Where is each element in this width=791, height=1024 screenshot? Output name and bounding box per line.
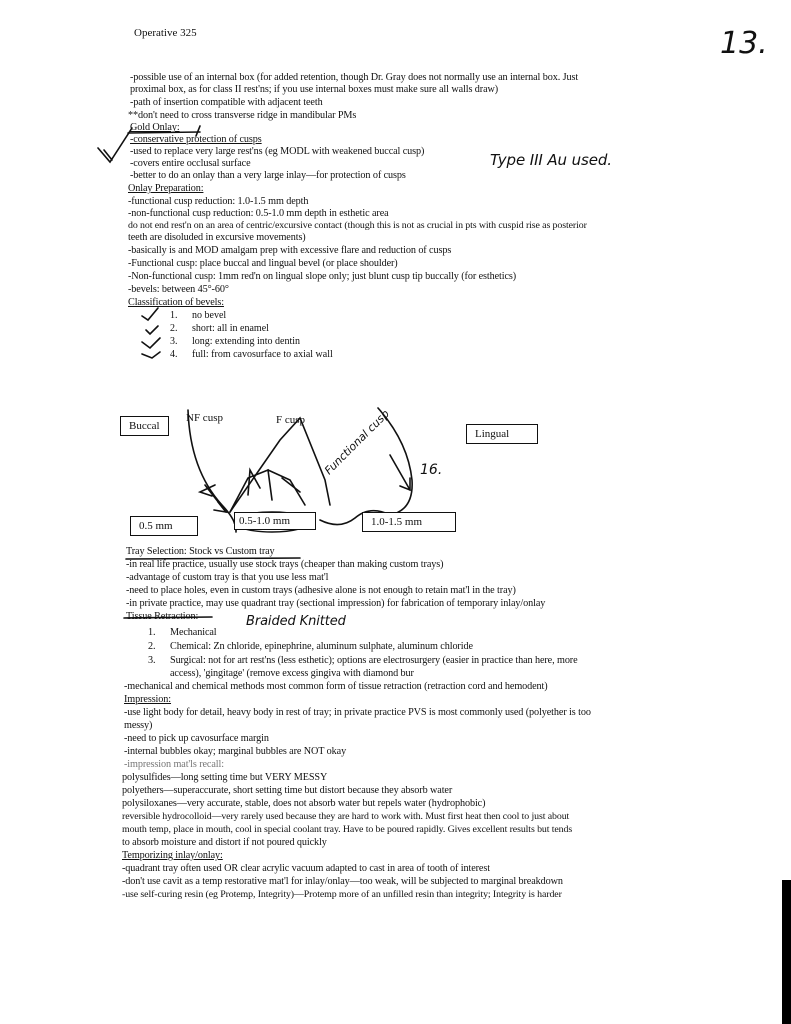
check-mark	[146, 326, 158, 334]
text-line: -in real life practice, usually use stock trays (cheaper than making custom trays)	[126, 559, 444, 570]
text-line: polyethers—superaccurate, short setting time but distort because they absorb water	[122, 785, 453, 796]
text-line: -covers entire occlusal surface	[130, 158, 251, 169]
list-item: 2. short: all in enamel	[170, 323, 269, 334]
text-line: -functional cusp reduction: 1.0-1.5 mm depth	[128, 196, 309, 207]
check-mark	[98, 128, 132, 162]
tray-heading: Tray Selection: Stock vs Custom tray	[126, 546, 275, 557]
measure-0-5: 0.5 mm	[130, 516, 198, 536]
text-line: -in private practice, may use quadrant tray (sectional impression) for fabrication of temporary inlay/onlay	[126, 598, 546, 609]
tissue-heading: Tissue Retraction:	[126, 611, 199, 622]
lingual-label: Lingual	[466, 424, 538, 444]
impression-heading: Impression:	[124, 694, 172, 705]
text-line: teeth are disoluded in excursive movements)	[128, 232, 306, 243]
text-line: reversible hydrocolloid—very rarely used because they are hard to work with. Must first heat then cool to just about	[122, 811, 570, 822]
text-line: -better to do an onlay than a very large inlay—for protection of cusps	[130, 170, 406, 181]
text-line: -use self-curing resin (eg Protemp, Integrity)—Protemp more of an unfilled resin than integrity; Integrity is harder	[122, 889, 562, 900]
text-line-faded: -impression mat'ls recall:	[124, 759, 224, 770]
text-line: do not end rest'n on an area of centric/excursive contact (though this is not as crucial in pts with cuspid rise as posterior	[128, 220, 587, 231]
text-line: -need to pick up cavosurface margin	[124, 733, 269, 744]
nf-cusp-label: NF cusp	[186, 412, 223, 424]
list-item: 4. full: from cavosurface to axial wall	[170, 349, 333, 360]
temporizing-heading: Temporizing inlay/onlay:	[122, 850, 223, 861]
prep-line	[230, 418, 330, 512]
text-line: -mechanical and chemical methods most common form of tissue retraction (retraction cord and hemodent)	[124, 681, 548, 692]
text-line: -internal bubbles okay; marginal bubbles are NOT okay	[124, 746, 347, 757]
text-line: -advantage of custom tray is that you use less mat'l	[126, 572, 329, 583]
list-item: 1. no bevel	[170, 310, 227, 321]
measure-1-0-1-5: 1.0-1.5 mm	[362, 512, 456, 532]
page-number: 13.	[720, 26, 768, 61]
list-item: 1. Mechanical	[148, 627, 217, 638]
buccal-label: Buccal	[120, 416, 169, 436]
text-line: -don't use cavit as a temp restorative mat'l for inlay/onlay—too weak, will be subjected to marginal breakdown	[122, 876, 563, 887]
scan-edge	[782, 880, 791, 1024]
text-line: -Functional cusp: place buccal and lingual bevel (or place shoulder)	[128, 258, 398, 269]
text-line: -conservative protection of cusps	[130, 134, 262, 145]
text-line: -path of insertion compatible with adjacent teeth	[130, 97, 323, 108]
bevel-class-heading: Classification of bevels:	[128, 297, 224, 308]
text-line: access), 'gingitage' (remove excess gingiva with diamond bur	[170, 668, 414, 679]
text-line: -used to replace very large rest'ns (eg MODL with weakened buccal cusp)	[130, 146, 425, 157]
list-item: 3. long: extending into dentin	[170, 336, 301, 347]
list-item: 2. Chemical: Zn chloride, epinephrine, aluminum sulphate, aluminum chloride	[148, 641, 473, 652]
text-line: mouth temp, place in mouth, cool in special coolant tray. Have to be poured rapidly. Gives excellent results but tends	[122, 824, 573, 835]
text-line: -possible use of an internal box (for added retention, though Dr. Gray does not normally use an internal box. Just	[130, 72, 579, 83]
handwritten-note-type3: Type III Au used.	[490, 151, 612, 169]
text-line: messy)	[124, 720, 153, 731]
handwritten-braided: Braided Knitted	[246, 614, 346, 629]
text-line: to absorb moisture and distort if not poured quickly	[122, 837, 327, 848]
arrow	[390, 455, 410, 490]
list-item: 3. Surgical: not for art rest'ns (less esthetic); options are electrosurgery (easier in practice than here, more	[148, 655, 578, 666]
f-cusp-label: F cusp	[276, 414, 306, 426]
measure-0-5-1-0: 0.5-1.0 mm	[234, 512, 316, 530]
text-line: -quadrant tray often used OR clear acrylic vacuum adapted to cast in area of tooth of interest	[122, 863, 490, 874]
text-line: -use light body for detail, heavy body in rest of tray; in private practice PVS is most commonly used (polyether is too	[124, 707, 591, 718]
handwritten-16: 16.	[420, 462, 443, 478]
handwritten-functional-cusp: Functional cusp	[322, 407, 392, 478]
text-line: proximal box, as for class II rest'ns; if you use internal boxes must make sure all walls draw)	[130, 84, 499, 95]
gold-onlay-heading: Gold Onlay:	[130, 122, 180, 133]
text-line: **don't need to cross transverse ridge in mandibular PMs	[128, 110, 357, 121]
text-line: -need to place holes, even in custom trays (adhesive alone is not enough to retain mat'l in the tray)	[126, 585, 516, 596]
tooth-outline	[188, 410, 236, 530]
text-line: -non-functional cusp reduction: 0.5-1.0 mm depth in esthetic area	[128, 208, 389, 219]
text-line: -Non-functional cusp: 1mm red'n on lingual slope only; just blunt cusp tip buccally (for esthetics)	[128, 271, 517, 282]
check-mark	[142, 352, 160, 358]
course-header: Operative 325	[134, 27, 197, 39]
text-line: polysiloxanes—very accurate, stable, does not absorb water but repels water (hydrophobic)	[122, 798, 486, 809]
check-mark	[142, 338, 160, 348]
text-line: polysulfides—long setting time but VERY MESSY	[122, 772, 328, 783]
check-mark	[142, 308, 158, 320]
arrow	[282, 478, 300, 492]
onlay-prep-heading: Onlay Preparation:	[128, 183, 204, 194]
text-line: -basically is and MOD amalgam prep with excessive flare and reduction of cusps	[128, 245, 452, 256]
text-line: -bevels: between 45°-60°	[128, 284, 229, 295]
